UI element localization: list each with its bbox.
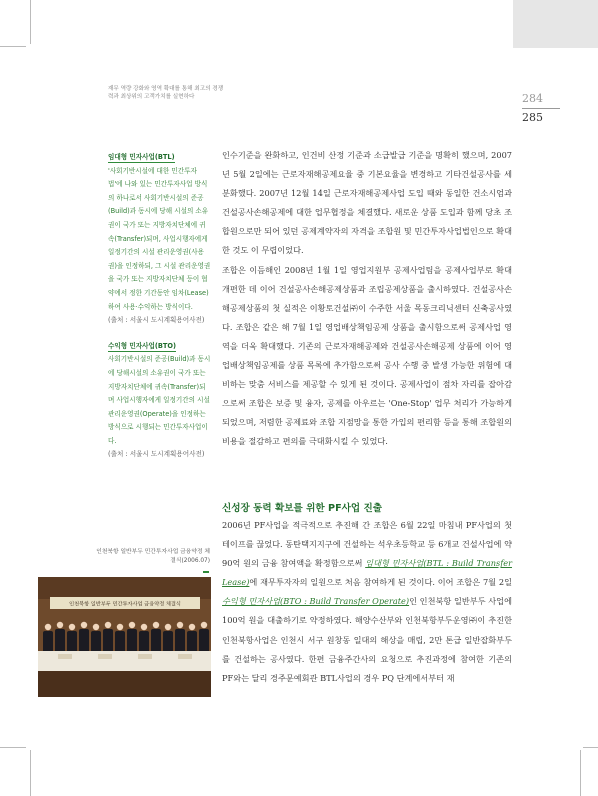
glossary-sidebar: [108, 151, 211, 462]
text-run: 2006년 PF사업을 적극적으로 추진해 간 조합은 6월 22일 마침내 PF사업의 첫 테이프를 끊었다. 동탄택지지구에 건설하는 석우초등학교 등 6개교 건설사업에 약 90억 원의 금융 참여액을 확정함으로써: [222, 520, 512, 569]
ceremony-photo: [38, 577, 211, 697]
glossary-entry-bto: [108, 340, 211, 462]
paragraph: [222, 516, 512, 688]
photo-banner-text: 인천북항 일반부두 민간투자사업 금융약정 체결식: [69, 601, 181, 608]
text-run: 인 인천북항 일반부두 사업에 100억 원을 대출하기로 약정하였다. 해양수산부와 인천북항부두운영㈜이 추진한 인천북항사업은 인천시 서구 원창동 일대의 해상을 매립, 2만 톤급 일반잡화부두를 건설하는 공사였다. 한편 금융주간사의 요청으로 추진과정에 참여한 기존의 PF와는 달리 경주문예회관 BTL사업의 경우 PQ 단계에서부터 재: [222, 596, 513, 683]
crop-mark: [580, 750, 581, 796]
crop-mark: [30, 0, 31, 44]
paragraph: 인수기준을 완화하고, 인건비 산정 기준과 소급발급 기준을 명확히 했으며, 2007년 5월 2일에는 근로자재해공제요율 중 기본요율을 변경하고 기타건설공사를 세분화했다. 2007년 12월 14일 근로자재해공제사업 도입 때와 동일한 건소시엄과 건설공사손해공제에 대한 업무협정을 체결했다. 새로운 상품 도입과 함께 당초 조합원으로만 되어 있던 공제계약자의 자격을 조합원 및 민간투자사업법인으로 확대한 것도 이 무렵이었다.: [222, 150, 512, 256]
page-number-odd: 285: [522, 111, 543, 124]
glossary-entry-btl: [108, 151, 211, 328]
glossary-definition: '사회기반시설에 대한 민간투자법'에 나와 있는 민간투자사업 방식의 하나로서 사회기반시설의 준공(Build)과 동시에 당해 시설의 소유권이 국가 또는 지방자치단체에 귀속(Transfer)되며, 사업시행자에게 일정기간의 시설 관리운영권(사용권)을 인정하되, 그 시설 관리운영권을 국가 또는 지방자치단체 등이 협약에서 정한 기간동안 임차(Lease)하여 사용·수익하는 방식이다.: [108, 166, 211, 311]
crop-mark: [0, 747, 26, 748]
glossary-definition: 사회기반시설의 준공(Build)과 동시에 당해시설의 소유권이 국가 또는 지방자치단체에 귀속(Transfer)되며 사업시행자에게 일정기간의 시설관리운영권(Operate)을 인정하는 방식으로 시행되는 민간투자사업이다.: [108, 355, 211, 445]
glossary-term: 수익형 민자사업(BTO): [108, 341, 177, 350]
page-number-even: 284: [522, 92, 543, 105]
crop-mark: [30, 750, 31, 796]
page-numbers: [522, 92, 562, 125]
crop-mark: [583, 747, 598, 748]
running-head: 재무 역량 강화와 영역 확대를 통해 최고의 경쟁력과 최상위의 고객가치를 실현하다: [108, 86, 224, 100]
glossary-source: (출처 : 서울시 도시계획용어사전): [108, 450, 205, 459]
glossary-term: 임대형 민자사업(BTL): [108, 153, 175, 161]
glossary-link-bto: 수익형 민자사업(BTO : Build Transfer Operate): [222, 596, 410, 607]
photo-caption: 인천북항 일반부두 민간투자사업 금융약정 체결식(2006.07): [96, 549, 210, 564]
page-number-divider: [522, 108, 560, 109]
caption-marker: [203, 571, 209, 573]
page-tab: [513, 0, 598, 48]
glossary-source: (출처 : 서울시 도시계획용어사전): [108, 316, 205, 325]
text-run: 에 재무투자자의 일원으로 처음 참여하게 된 것이다. 이어 조합은 7월 2일: [249, 577, 512, 588]
section-heading: 신성장 동력 확보를 위한 PF사업 진출: [222, 503, 383, 514]
paragraph: 조합은 이듬해인 2008년 1월 1일 영업지원부 공제사업팀을 공제사업부로 확대 개편한 데 이어 건설공사손해공제상품과 조립공제상품을 출시하였다. 건설공사손해공제상품의 첫 실적은 이황토건설㈜이 수주한 서울 목동크리닉센터 신축공사였다. 조합은 같은 해 7월 1일 영업배상책임공제 상품을 출시함으로써 공제사업 영역을 더욱 확대했다. 기존의 근로자재해공제와 건설공사손해공제 상품에 이어 영업배상책임공제를 상품 목록에 추가함으로써 공사 수행 중 발생 가능한 위험에 대비하는 맞춤 서비스를 제공할 수 있게 된 것이다. 공제사업이 점차 자리를 잡아감으로써 조합은 보증 및 융자, 공제를 아우르는 'One-Stop' 업무 처리가 가능하게 되었으며, 저렴한 공제료와 조합 지점망을 통한 가입의 편리함 등을 통해 조합원의 비용을 절감하고 편의를 극대화시킬 수 있었다.: [222, 264, 512, 447]
glossary-link-btl: 임대형 민자사업(BTL : Build Transfer Lease): [222, 558, 512, 588]
body-text-section-2: [222, 516, 512, 688]
body-text-section-1: [222, 146, 512, 452]
ceremony-photo-illustration: [38, 577, 211, 697]
crop-mark: [0, 46, 26, 47]
